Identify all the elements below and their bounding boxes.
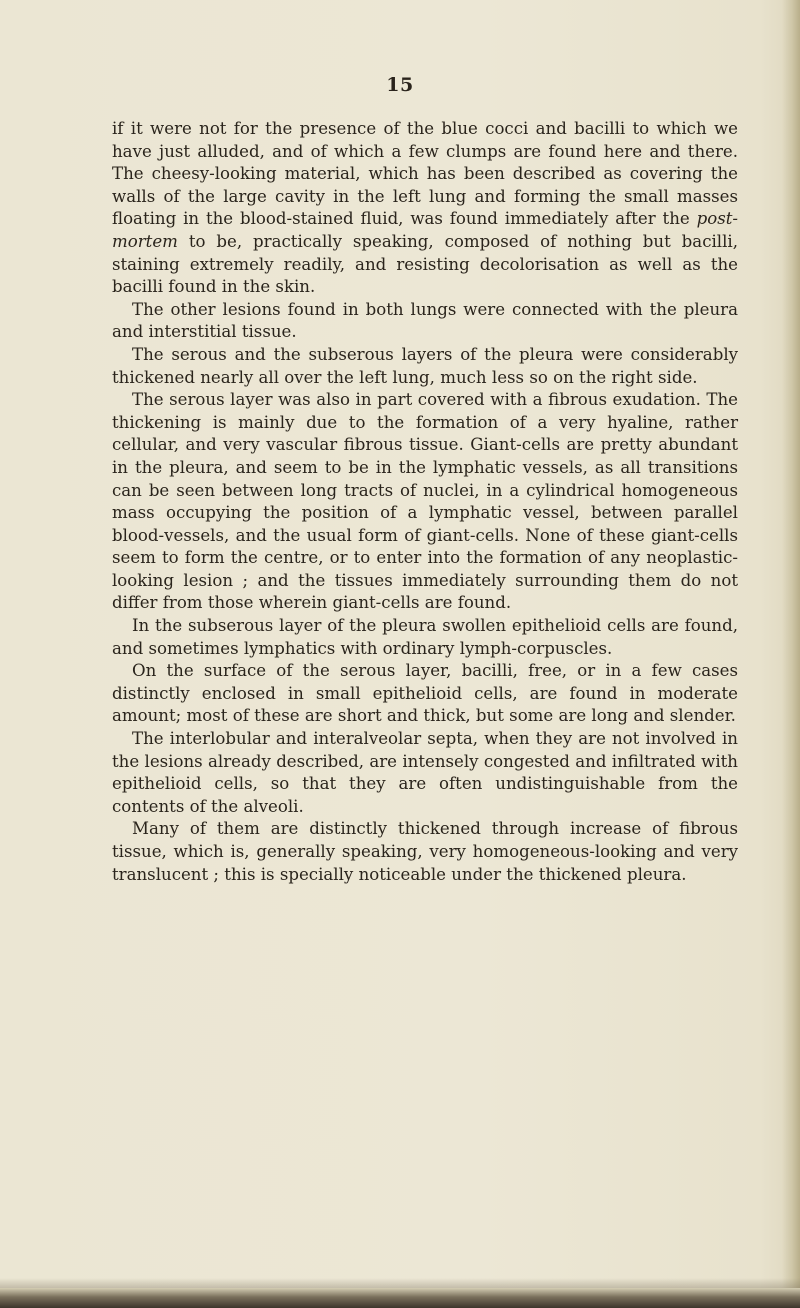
paragraph: The interlobular and interalveolar septa, when they are not involved in the lesions already described, are intensely congested and infiltrated with epithelioid cells, so that they are often undistinguishable from the contents of the alveoli. (112, 729, 738, 816)
page-edge-shadow (782, 0, 800, 1308)
paragraph: The serous and the subserous layers of the pleura were considerably thickened nearly all over the left lung, much less so on the right side. (112, 344, 738, 387)
binding-shadow (0, 1278, 800, 1288)
paragraph-text: to be, practically speaking, composed of nothing but bacilli, staining extremely readily, and resisting decolorisation as well as the bacilli found in the skin. (112, 231, 738, 297)
paragraph: The other lesions found in both lungs were connected with the pleura and interstitial tissue. (112, 299, 738, 342)
paragraph: Many of them are distinctly thickened through increase of fibrous tissue, which is, generally speaking, very homogeneous-looking and very translucent ; this is specially noticeable under the thickened pleura. (112, 819, 738, 884)
paragraph: On the surface of the serous layer, bacilli, free, or in a few cases distinctly enclosed in small epithelioid cells, are found in moderate amount; most of these are short and thick, but some are long and slender. (112, 661, 738, 726)
paragraph: In the subserous layer of the pleura swollen epithelioid cells are found, and sometimes lymphatics with ordinary lymph-corpuscles. (112, 616, 738, 658)
italic-term: post-mortem (112, 209, 738, 251)
paragraph-continuation (112, 118, 738, 299)
paragraph: The serous layer was also in part covered with a fibrous exudation. The thickening is mainly due to the formation of a very hyaline, rather cellular, and very vascular fibrous tissue. Giant-cells are pretty abundant in the pleura, and seem to be in the lymphatic vessels, as all transitions can be seen between long tracts of nuclei, in a cylindrical homogeneous mass occupying the position of a lymphatic vessel, between parallel blood-vessels, and the usual form of giant-cells. None of these giant-cells seem to form the centre, or to enter into the formation of any neoplastic-looking lesion ; and the tissues immediately surrounding them do not differ from those wherein giant-cells are found. (112, 390, 738, 613)
body-text (112, 118, 738, 886)
page-number: 15 (386, 74, 414, 96)
paragraph-text: if it were not for the presence of the blue cocci and bacilli to which we have just alluded, and of which a few clumps are found here and there. The cheesy-looking material, which has been described as covering the walls of the large cavity in the left lung and forming the small masses floating in the blood-stained fluid, was found immediately after the (112, 119, 738, 229)
page-bottom-edge (0, 1288, 800, 1308)
